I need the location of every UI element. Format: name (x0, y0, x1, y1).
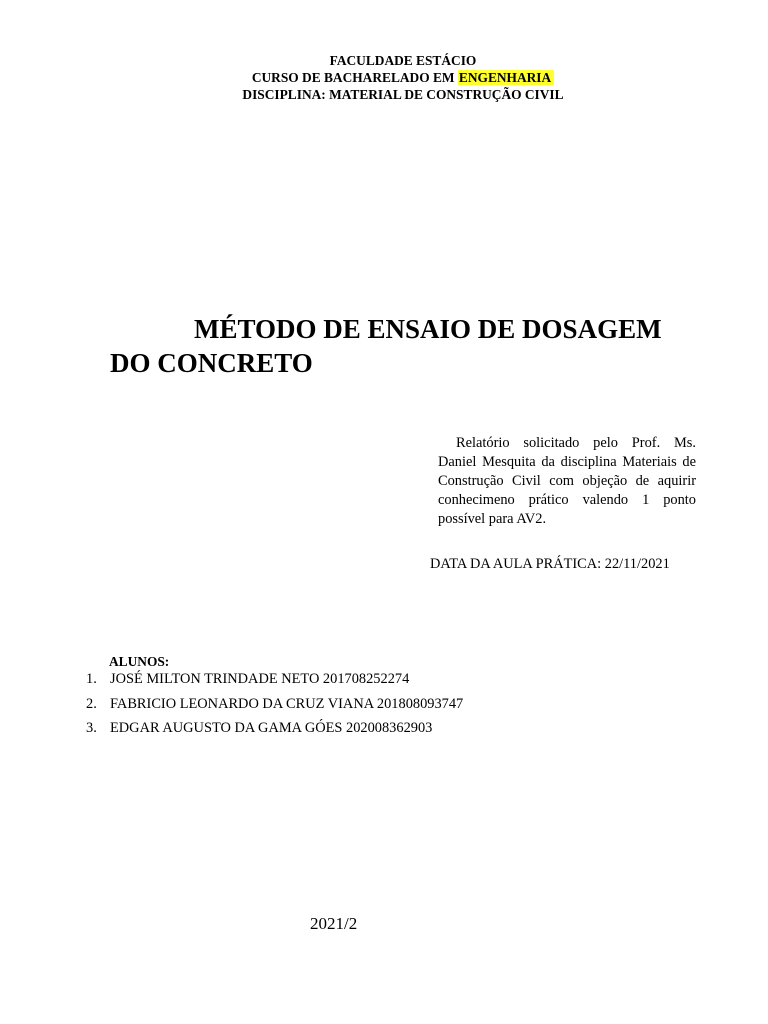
list-item-number: 3. (86, 720, 97, 736)
student-name: JOSÉ MILTON TRINDADE NETO 201708252274 (110, 671, 410, 687)
document-header (0, 52, 768, 103)
students-heading: ALUNOS: (109, 654, 170, 669)
course-highlight: ENGENHARIA (458, 70, 554, 85)
institution-name: FACULDADE ESTÁCIO (329, 53, 477, 68)
title-line-1: MÉTODO DE ENSAIO DE DOSAGEM (194, 314, 662, 344)
document-title (110, 312, 710, 380)
report-description (438, 434, 696, 529)
academic-period: 2021/2 (310, 914, 358, 933)
discipline-line: DISCIPLINA: MATERIAL DE CONSTRUÇÃO CIVIL (242, 87, 564, 102)
students-list (86, 670, 463, 744)
list-item (86, 670, 463, 695)
student-name: FABRICIO LEONARDO DA CRUZ VIANA 201808093747 (110, 695, 464, 712)
list-item-number: 2. (86, 695, 97, 712)
course-line (0, 69, 768, 86)
list-item-number: 1. (86, 671, 97, 687)
practical-class-date: DATA DA AULA PRÁTICA: 22/11/2021 (430, 556, 670, 572)
course-prefix: CURSO DE BACHARELADO EM (251, 70, 455, 85)
title-line-2: DO CONCRETO (110, 348, 313, 378)
student-name: EDGAR AUGUSTO DA GAMA GÓES 202008362903 (110, 720, 433, 736)
report-text: Relatório solicitado pelo Prof. Ms. Daniel Mesquita da disciplina Materiais de Construção Civil com objeção de aquirir conhecimeno prático valendo 1 ponto possível para AV2. (438, 435, 696, 527)
list-item (86, 695, 463, 720)
list-item (86, 719, 463, 744)
